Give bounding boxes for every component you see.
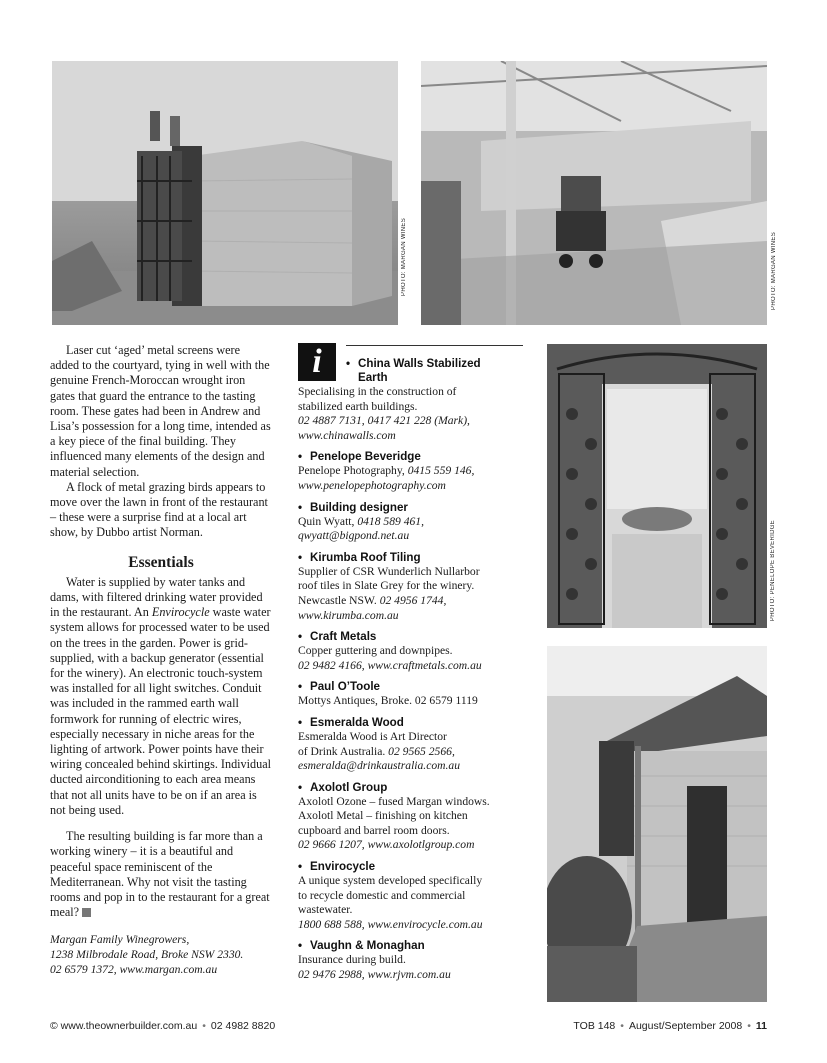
directory-entry: • Envirocycle A unique system developed specifically to recycle domestic and commercial wastewater. 1800 688 588, www.envirocycle.com.au (298, 860, 523, 932)
photo-credit: PHOTO: PENELOPE BEVERIDGE (770, 520, 776, 622)
info-icon: i (298, 343, 336, 381)
body-paragraph: Water is supplied by water tanks and dams, with filtered drinking water provided in the restaurant. An Envirocycle waste water system allows for processed water to be used on the trees in the garden. Power is grid-supplied, with a backup generator (essential for the winery). An electronic touch-system was installed for all light switches. Conduit was included in the rammed earth wall formwork for running of electric wires, especially necessary in niche areas for the lighting of artwork. Power points have their wiring concealed behind skirtings. Individual ducted airconditioning to each area means that not all units have to be on if an area is not being used. (50, 574, 272, 817)
footer-right: TOB 148 • August/September 2008 • 11 (573, 1020, 767, 1032)
directory-entry-name: • Envirocycle (298, 860, 376, 874)
photo-top-left (52, 61, 398, 325)
interior-construction-illustration (421, 61, 767, 325)
photo-credit: PHOTO: MARGAN WINES (401, 218, 407, 296)
info-header (298, 343, 523, 385)
directory-column (298, 343, 523, 990)
page-number: 11 (755, 1020, 767, 1032)
photo-top-right (421, 61, 767, 325)
body-paragraph: Laser cut ‘aged’ metal screens were added to the courtyard, tying in well with the genuine French-Moroccan wrought iron gates that guard the entrance to the tasting room. These gates had been in Andrew and Lisa’s possession for a long time, intended as a key piece of the final building. They influenced many elements of the design and material selection. (50, 343, 271, 479)
directory-entry-name: • Esmeralda Wood (298, 715, 404, 729)
directory-entry-name: • Penelope Beveridge (298, 450, 421, 464)
entrance-illustration (547, 646, 767, 1002)
footer-website[interactable]: © www.theownerbuilder.com.au (50, 1020, 198, 1032)
photo-credit: PHOTO: MARGAN WINES (771, 232, 777, 310)
directory-entry-name: • Building designer (298, 500, 408, 514)
construction-photo-illustration (52, 61, 398, 325)
footer-phone: 02 4982 8820 (210, 1020, 276, 1032)
directory-entry: • Craft Metals Copper guttering and downpipes. 02 9482 4166, www.craftmetals.com.au (298, 630, 523, 673)
photo-gates (547, 344, 767, 628)
directory-entry: • Paul O’Toole Mottys Antiques, Broke. 02 6579 1119 (298, 680, 523, 709)
end-mark-icon (82, 908, 91, 917)
directory-entry-name: • Kirumba Roof Tiling (298, 550, 421, 564)
directory-entry: • Building designer Quin Wyatt, 0418 589 461, qwyatt@bigpond.net.au (298, 501, 523, 544)
directory-entry-name: • Craft Metals (298, 630, 377, 644)
directory-entry: • Axolotl Group Axolotl Ozone – fused Margan windows. Axolotl Metal – finishing on kitchen cupboard and barrel room doors. 02 9666 1207, www.axolotlgroup.com (298, 781, 523, 853)
gates-illustration (547, 344, 767, 628)
directory-entry: Specialising in the construction of stabilized earth buildings. 02 4887 7131, 0417 421 228 (Mark), www.chinawalls.com (298, 385, 470, 442)
directory-entry-name: • Paul O’Toole (298, 680, 380, 694)
body-paragraph: The resulting building is far more than a working winery – it is a beautiful and peaceful space reminiscent of the Mediterranean. Why not visit the tasting rooms and pop in to the restaurant for a great meal? (50, 829, 270, 920)
article-left-column (50, 343, 272, 977)
body-paragraph: A flock of metal grazing birds appears to move over the lawn in front of the restaurant – these were a surprise find at a local art show, by Dubbo artist Norman. (50, 479, 268, 540)
directory-entry: • Esmeralda Wood Esmeralda Wood is Art Director of Drink Australia. 02 9565 2566, esmeralda@drinkaustralia.com.au (298, 716, 523, 774)
footer-left: © www.theownerbuilder.com.au • 02 4982 8820 (50, 1020, 276, 1032)
section-heading: Essentials (128, 553, 194, 571)
directory-entry-name: • Axolotl Group (298, 780, 388, 794)
directory-entry: • Kirumba Roof Tiling Supplier of CSR Wunderlich Nullarbor roof tiles in Slate Grey for the winery. Newcastle NSW. 02 4956 1744, www.kirumba.com.au (298, 551, 523, 623)
directory-entry-name: • China Walls Stabilized Earth (346, 357, 481, 384)
footer-date: August/September 2008 (628, 1020, 743, 1032)
directory-entry-name: • Vaughn & Monaghan (298, 939, 425, 953)
directory-entry: • Vaughn & Monaghan Insurance during build. 02 9476 2988, www.rjvm.com.au (298, 939, 523, 982)
business-address: Margan Family Winegrowers, 1238 Milbrodale Road, Broke NSW 2330. 02 6579 1372, www.margan.com.au (50, 933, 244, 976)
photo-entrance (547, 646, 767, 1002)
divider (346, 345, 523, 346)
directory-entry: • Penelope Beveridge Penelope Photography, 0415 559 146, www.penelopephotography.com (298, 450, 523, 493)
footer-issue: TOB 148 (573, 1020, 616, 1032)
